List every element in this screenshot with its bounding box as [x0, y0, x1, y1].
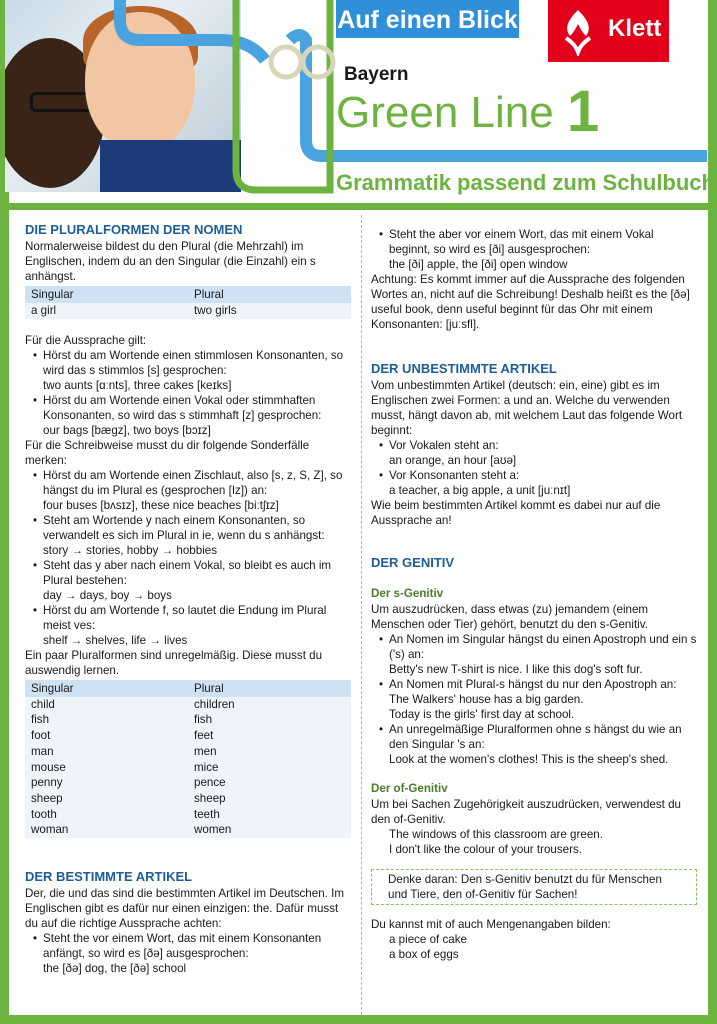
section-heading-indefinite: DER UNBESTIMMTE ARTIKEL — [371, 361, 557, 376]
plural-table-regular — [25, 286, 351, 319]
list-item: • Hörst du am Wortende einen Vokal oder stimmhaften Konsonanten, so wird das s stimmhaft [z] gesprochen: — [25, 393, 351, 423]
table-cell: children — [188, 697, 351, 713]
indefinite-outro: Wie beim bestimmten Artikel kommt es dabei nur auf die Aussprache an! — [371, 499, 661, 527]
quantity-intro: Du kannst mit of auch Mengenangaben bilden: — [371, 918, 611, 931]
table-row — [25, 697, 351, 713]
table-cell: foot — [25, 728, 188, 744]
s-genitive-intro: Um auszudrücken, dass etwas (zu) jemandem (einem Menschen oder Tier) gehört, benutzt du den s-Genitiv. — [371, 603, 649, 631]
irregular-intro: Ein paar Pluralformen sind unregelmäßig. Diese musst du auswendig lernen. — [25, 648, 323, 677]
list-item: • Hörst du am Wortende f, so lautet die Endung im Plural meist ves: — [25, 603, 351, 633]
list-item: • Steht the vor einem Wort, das mit einem Konsonanten anfängt, so wird es [ðə] ausgesprochen: — [25, 931, 351, 961]
example: the [ðə] dog, the [ðə] school — [43, 962, 187, 976]
remember-box — [371, 869, 697, 905]
list-item: • An unregelmäßige Pluralformen ohne s hängst du wie an den Singular 's an: — [371, 722, 697, 752]
example: a box of eggs — [389, 948, 459, 961]
table-cell: men — [188, 744, 351, 760]
left-column — [25, 215, 351, 976]
list-item: • An Nomen im Singular hängst du einen Apostroph und ein s ('s) an: — [371, 632, 697, 662]
table-row: a girl two girls — [25, 303, 351, 319]
publisher-logo — [548, 0, 669, 62]
right-column — [371, 215, 697, 962]
table-header: Plural — [188, 680, 351, 697]
table-cell: tooth — [25, 807, 188, 823]
list-item: • Hörst du am Wortende einen Zischlaut, also [s, z, S, Z], so hängst du im Plural es (gesprochen [Iz]) an: — [25, 468, 351, 498]
page-title: Green Line — [336, 88, 554, 137]
badge-auf-einen-blick: Auf einen Blick — [336, 0, 519, 38]
table-row — [25, 822, 351, 838]
section-heading-definite: DER BESTIMMTE ARTIKEL — [25, 869, 193, 885]
table-row — [25, 760, 351, 776]
list-item: • Steht das y aber nach einem Vokal, so bleibt es auch im Plural bestehen: — [25, 558, 351, 588]
table-cell: sheep — [25, 791, 188, 807]
example: Betty's new T-shirt is nice. I like this dog's soft fur. — [389, 663, 643, 676]
publisher-name: Klett — [608, 15, 662, 42]
table-header: Plural — [188, 286, 351, 303]
spell-intro: Für die Schreibweise musst du dir folgende Sonderfälle merken: — [25, 438, 310, 467]
table-row — [25, 728, 351, 744]
indefinite-intro: Vom unbestimmten Artikel (deutsch: ein, eine) gibt es im Englischen zwei Formen: a und an. Welche du verwenden musst, hängt davon ab, mit welchem Laut das folgende Wort beginnt: — [371, 379, 683, 437]
example: The Walkers' house has a big garden. — [389, 693, 584, 706]
table-cell: mouse — [25, 760, 188, 776]
table-cell: child — [25, 697, 188, 713]
table-cell: man — [25, 744, 188, 760]
table-cell: pence — [188, 775, 351, 791]
list-item: • Steht am Wortende y nach einem Konsonanten, so verwandelt es sich im Plural in ie, wenn du s anhängst: — [25, 513, 351, 543]
table-cell: mice — [188, 760, 351, 776]
klett-logo-icon — [558, 6, 598, 56]
example: story → stories, hobby → hobbies — [43, 543, 217, 557]
list-item: • An Nomen mit Plural-s hängst du nur den Apostroph an: — [371, 677, 697, 692]
column-divider — [361, 215, 363, 1015]
table-header: Singular — [25, 680, 188, 697]
of-genitive-intro: Um bei Sachen Zugehörigkeit auszudrücken, verwendest du den of-Genitiv. — [371, 798, 681, 826]
list-item: • Steht the aber vor einem Wort, das mit einem Vokal beginnt, so wird es [ði] ausgesprochen: — [371, 227, 697, 257]
example: a teacher, a big apple, a unit [juːnɪt] — [389, 484, 571, 497]
table-cell: fish — [25, 712, 188, 728]
plural-intro: Normalerweise bildest du den Plural (die Mehrzahl) im Englischen, indem du an den Singular (die Einzahl) ein s anhängst. — [25, 240, 316, 283]
example: a piece of cake — [389, 933, 467, 946]
table-cell: fish — [188, 712, 351, 728]
example: an orange, an hour [aʊə] — [389, 454, 517, 467]
table-cell: sheep — [188, 791, 351, 807]
remember-text: Denke daran: Den s-Genitiv benutzt du für Menschen und Tiere, den of-Genitiv für Sachen! — [388, 873, 662, 901]
content-top-bar — [9, 203, 708, 210]
table-cell: woman — [25, 822, 188, 838]
region-label: Bayern — [344, 64, 409, 85]
example: the [ði] apple, the [ði] open window — [389, 258, 568, 271]
pronunciation-note: Achtung: Es kommt immer auf die Aussprache des folgenden Wortes an, nicht auf die Schreibung! Deshalb heißt es the [ðə] useful book, denn useful beginnt für das Ohr mit einem Konsonanten: [juːsfl]. — [371, 273, 690, 331]
table-row — [25, 775, 351, 791]
example: four buses [bʌsɪz], these nice beaches [biːtʃɪz] — [43, 498, 279, 512]
frame-bottom — [0, 1015, 717, 1024]
list-item: • Vor Vokalen steht an: — [371, 438, 697, 453]
table-header: Singular — [25, 286, 188, 303]
example: The windows of this classroom are green. — [389, 828, 603, 841]
table-row — [25, 791, 351, 807]
table-row — [25, 712, 351, 728]
table-cell: penny — [25, 775, 188, 791]
title-number: 1 — [567, 79, 600, 144]
example: shelf → shelves, life → lives — [43, 633, 188, 647]
example: two aunts [ɑːnts], three cakes [keɪks] — [43, 378, 232, 392]
section-heading-genitive: DER GENITIV — [371, 555, 455, 570]
section-heading-plural: DIE PLURALFORMEN DER NOMEN — [25, 222, 243, 237]
page-subtitle: Grammatik passend zum Schulbuch — [336, 170, 715, 195]
table-cell: women — [188, 822, 351, 838]
plural-table-irregular — [25, 680, 351, 838]
example: Today is the girls' first day at school. — [389, 708, 575, 721]
example: I don't like the colour of your trousers. — [389, 843, 582, 856]
list-item: • Hörst du am Wortende einen stimmlosen Konsonanten, so wird das s stimmlos [s] gesprochen: — [25, 348, 351, 378]
example: our bags [bægz], two boys [bɔɪz] — [43, 423, 211, 437]
example: Look at the women's clothes! This is the sheep's shed. — [389, 753, 669, 766]
table-cell: feet — [188, 728, 351, 744]
definite-intro: Der, die und das sind die bestimmten Artikel im Deutschen. Im Englischen gibt es dafür nur einen einzigen: the. Dafür musst du auf die richtige Aussprache achten: — [25, 887, 344, 931]
header — [0, 0, 717, 205]
table-cell: teeth — [188, 807, 351, 823]
list-item: • Vor Konsonanten steht a: — [371, 468, 697, 483]
example: day → days, boy → boys — [43, 588, 172, 602]
pron-intro: Für die Aussprache gilt: — [25, 333, 147, 347]
subheading-s-genitive: Der s-Genitiv — [371, 587, 444, 600]
table-row — [25, 807, 351, 823]
subheading-of-genitive: Der of-Genitiv — [371, 782, 448, 795]
table-row — [25, 744, 351, 760]
